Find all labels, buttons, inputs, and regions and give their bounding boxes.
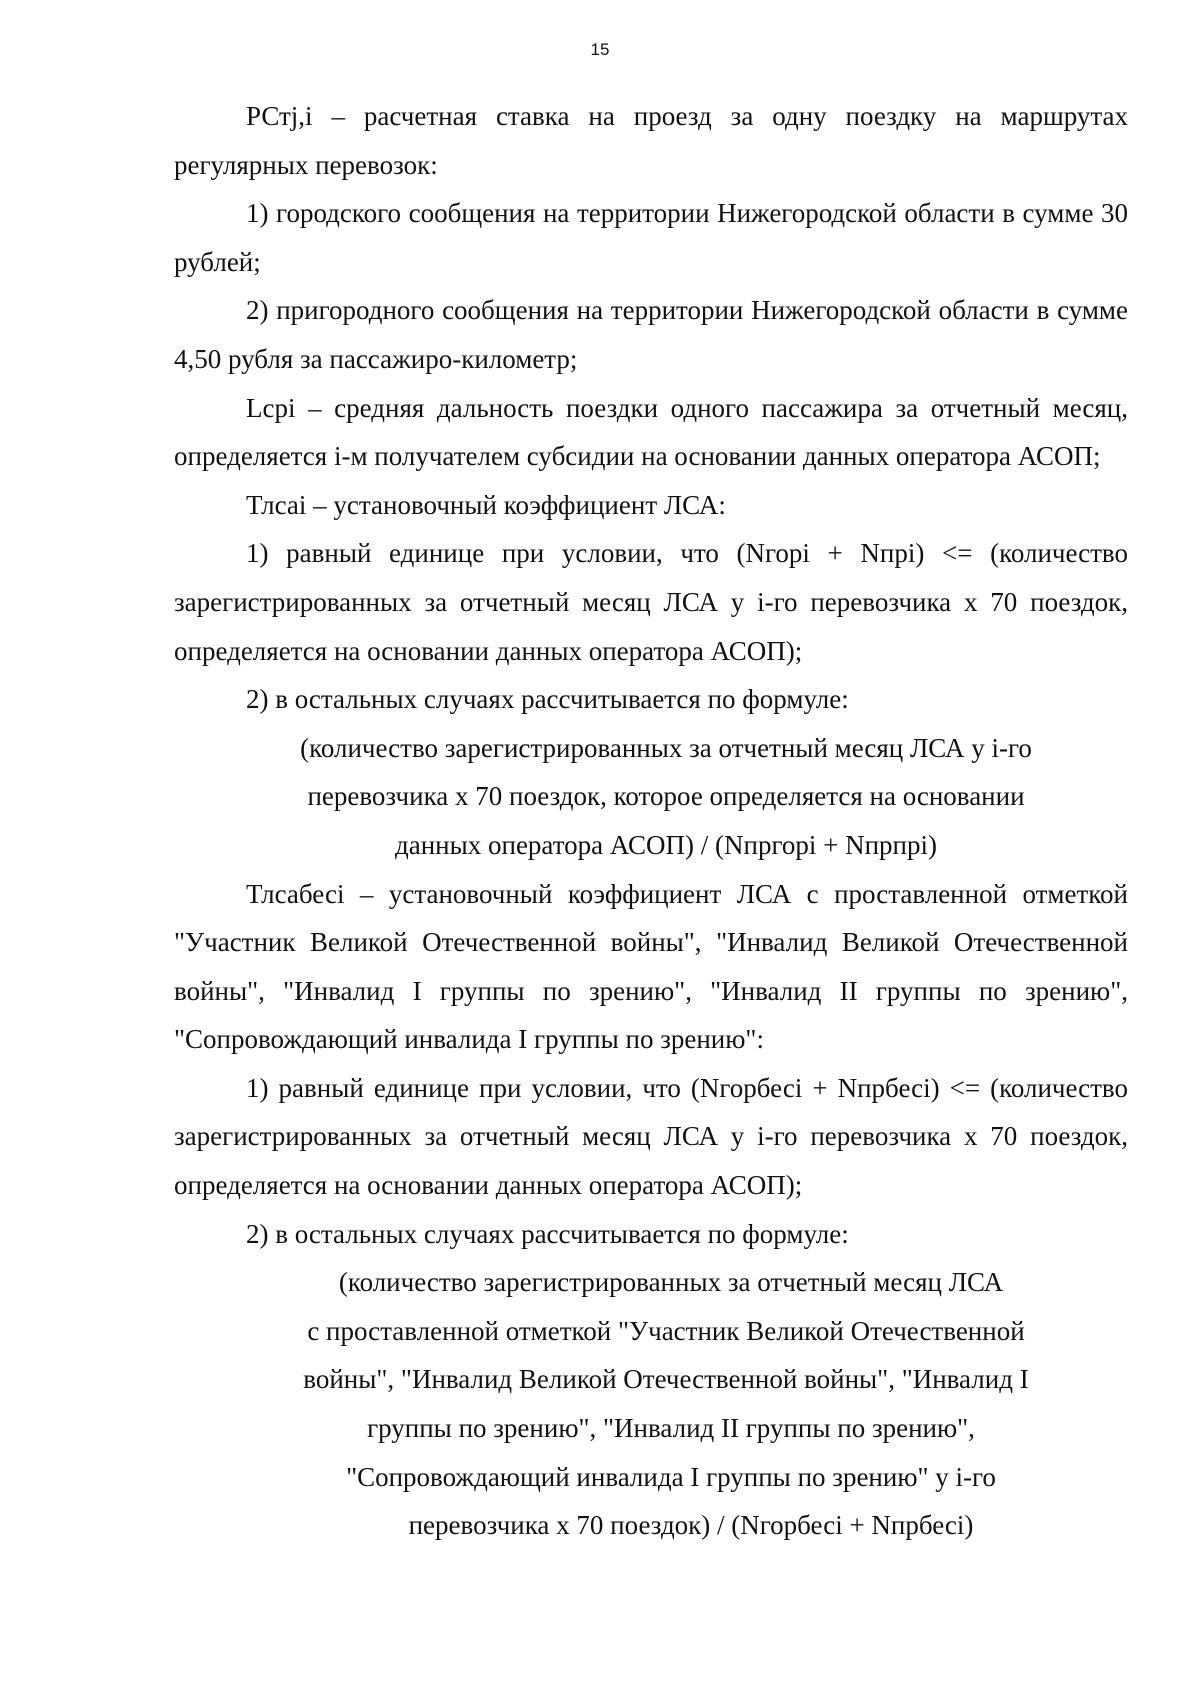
paragraph-coefficient-lsa: Тлсаi – установочный коэффициент ЛСА:: [246, 489, 726, 520]
document-body: [174, 92, 1128, 1550]
paragraph-city-rate: 1) городского сообщения на территории Нижегородской области в сумме 30 рублей;: [174, 198, 1128, 277]
formula-line: данных оператора АСОП) / (Nпргорi + Nпрпрi): [394, 829, 938, 860]
formula-line: "Сопровождающий инвалида I группы по зрению" у i-го: [346, 1461, 996, 1492]
paragraph-bes-condition-1: 1) равный единице при условии, что (Nгорбесi + Nпрбесi) <= (количество зарегистрированных за отчетный месяц ЛСА у i-го перевозчика х 70 поездок, определяется на основании данных оператора АСОП);: [174, 1072, 1128, 1201]
formula-line: группы по зрению", "Инвалид II группы по зрению",: [367, 1413, 975, 1444]
formula-line: перевозчика х 70 поездок) / (Nгорбесi + Nпрбесi): [408, 1510, 974, 1541]
formula-line: (количество зарегистрированных за отчетный месяц ЛСА у i-го: [300, 732, 1032, 763]
formula-line: с проставленной отметкой "Участник Великой Отечественной: [307, 1315, 1025, 1346]
paragraph-coefficient-condition-2: 2) в остальных случаях рассчитывается по формуле:: [246, 684, 849, 715]
page-number: 15: [590, 40, 610, 59]
paragraph-coefficient-lsa-bes: Тлсабесi – установочный коэффициент ЛСА с проставленной отметкой "Участник Великой Отечественной войны", "Инвалид Великой Отечественной войны", "Инвалид I группы по зрению", "Инвалид II группы по зрению", "Сопровождающий инвалида I группы по зрению":: [174, 878, 1128, 1055]
paragraph-average-distance: Lсрi – средняя дальность поездки одного пассажира за отчетный месяц, определяется i-м получателем субсидии на основании данных оператора АСОП;: [174, 392, 1128, 472]
paragraph-rate-definition: РСтj,i – расчетная ставка на проезд за одну поездку на маршрутах регулярных перевозок:: [174, 101, 1128, 180]
paragraph-coefficient-condition-1: 1) равный единице при условии, что (Nгорi + Nпрi) <= (количество зарегистрированных за отчетный месяц ЛСА у i-го перевозчика х 70 поездок, определяется на основании данных оператора АСОП);: [174, 538, 1128, 666]
paragraph-suburban-rate: 2) пригородного сообщения на территории Нижегородской области в сумме 4,50 рубля за пассажиро-километр;: [174, 295, 1128, 374]
paragraph-bes-condition-2: 2) в остальных случаях рассчитывается по формуле:: [246, 1218, 849, 1249]
formula-line: перевозчика х 70 поездок, которое определяется на основании: [307, 781, 1025, 812]
formula-line: войны", "Инвалид Великой Отечественной войны", "Инвалид I: [303, 1364, 1029, 1395]
formula-line: (количество зарегистрированных за отчетный месяц ЛСА: [338, 1267, 1004, 1298]
formula-2: [174, 1258, 1128, 1550]
formula-1: [174, 724, 1128, 870]
